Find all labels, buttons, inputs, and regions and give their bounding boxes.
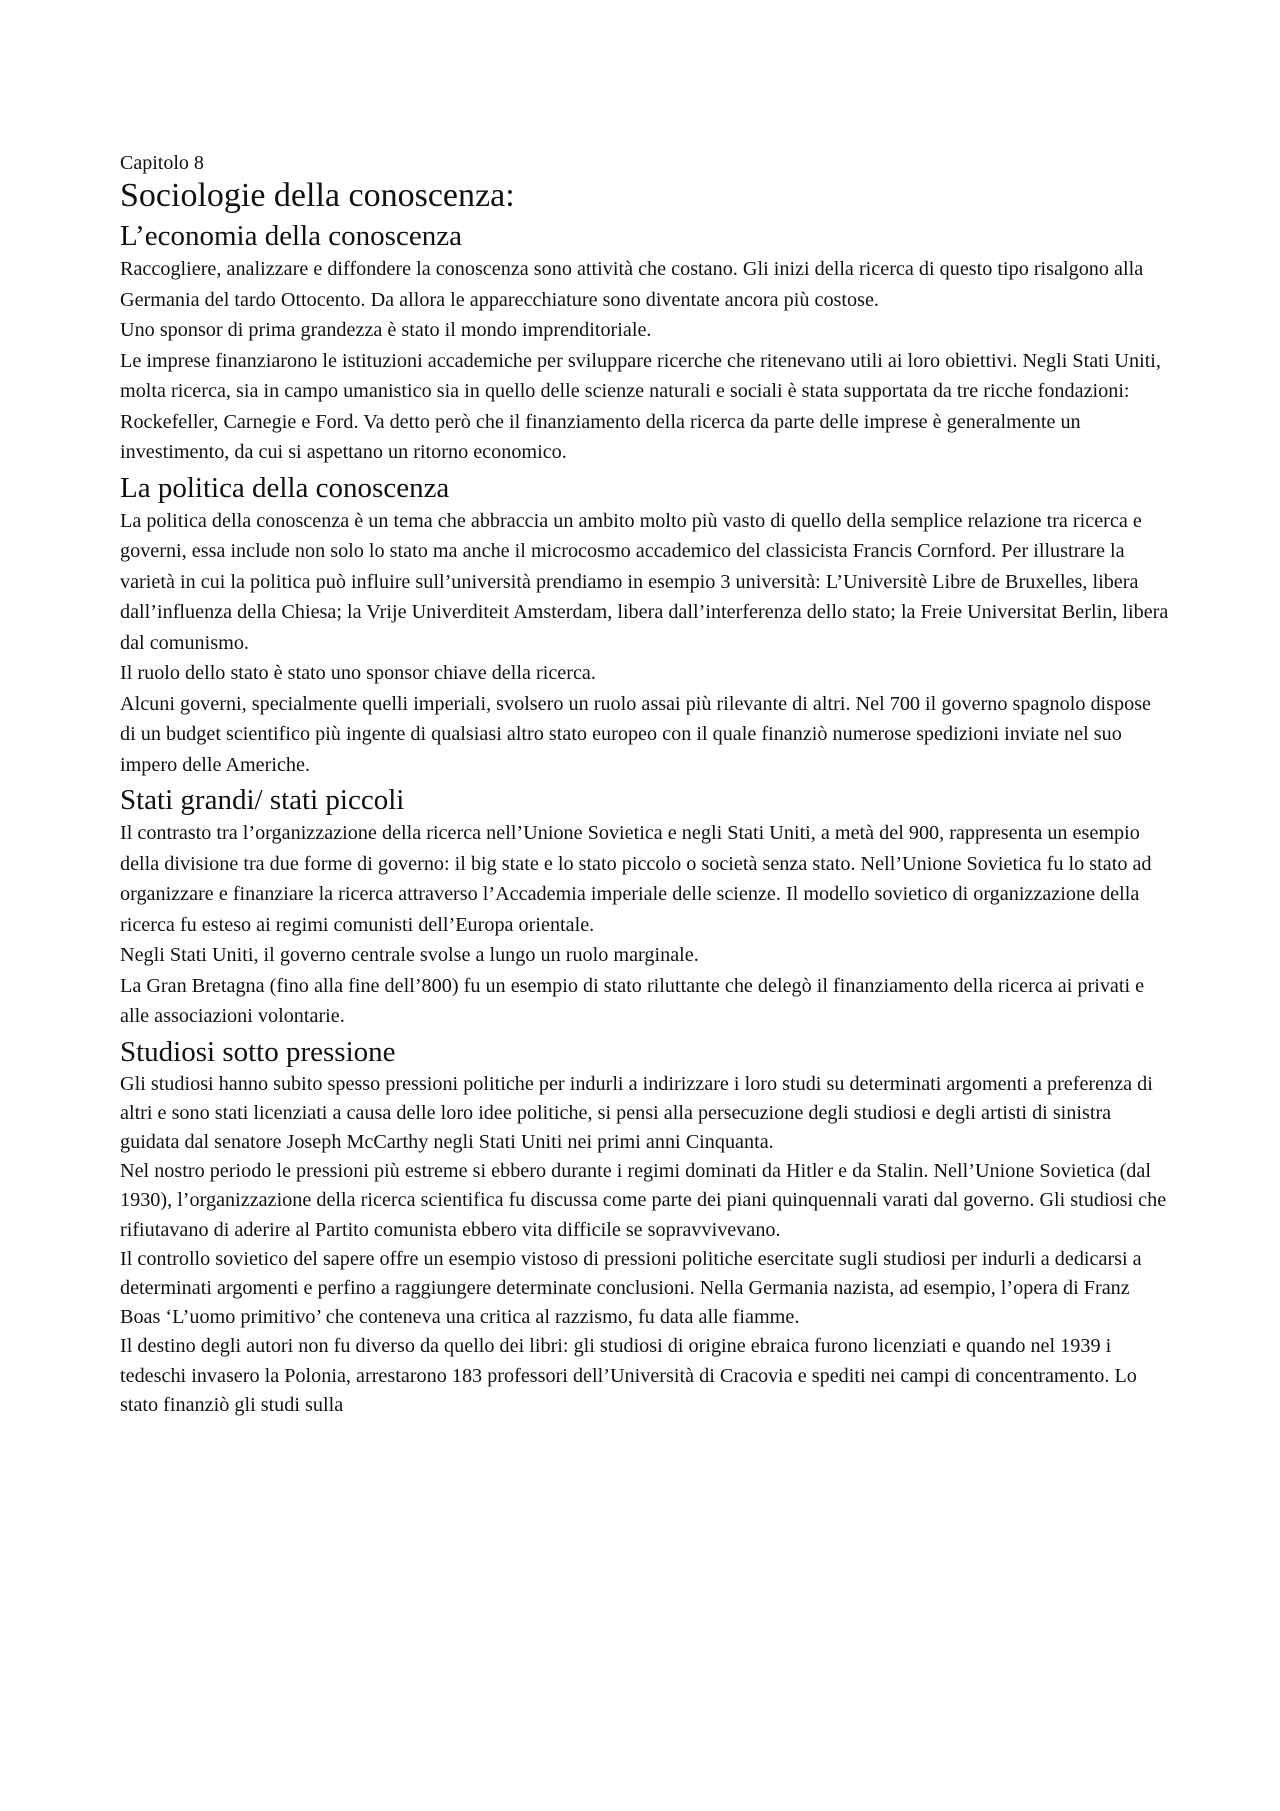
paragraph: Il contrasto tra l’organizzazione della ricerca nell’Unione Sovietica e negli Stati Uniti, a metà del 900, rappresenta un esempio della divisione tra due forme di governo: il big state e lo stato piccolo o società senza stato. Nell’Unione Sovietica fu lo stato ad organizzare e finanziare la ricerca attraverso l’Accademia imperiale delle scienze. Il modello sovietico di organizzazione della ricerca fu esteso ai regimi comunisti dell’Europa orientale.: [120, 822, 1152, 936]
paragraph: Nel nostro periodo le pressioni più estreme si ebbero durante i regimi dominati da Hitler e da Stalin. Nell’Unione Sovietica (dal 1930), l’organizzazione della ricerca scientifica fu discussa come parte dei piani quinquennali varati dal governo. Gli studiosi che rifiutavano di aderire al Partito comunista ebbero vita difficile se sopravvivevano.: [120, 1160, 1167, 1241]
paragraph: Le imprese finanziarono le istituzioni accademiche per sviluppare ricerche che ritenevano utili ai loro obiettivi. Negli Stati Uniti, molta ricerca, sia in campo umanistico sia in quello delle scienze naturali e sociali è stata supportata da tre ricche fondazioni: Rockefeller, Carnegie e Ford. Va detto però che il finanziamento della ricerca da parte delle imprese è generalmente un investimento, da cui si aspettano un ritorno economico.: [120, 349, 1161, 463]
section-heading-stati: Stati grandi/ stati piccoli: [120, 784, 405, 816]
document-title: Sociologie della conoscenza:: [120, 177, 515, 214]
paragraph: Il controllo sovietico del sapere offre un esempio vistoso di pressioni politiche esercitate sugli studiosi per indurli a dedicarsi a determinati argomenti e perfino a raggiungere determinate conclusioni. Nella Germania nazista, ad esempio, l’opera di Franz Boas ‘L’uomo primitivo’ che conteneva una critica al razzismo, fu data alle fiamme.: [120, 1247, 1142, 1329]
paragraph: Negli Stati Uniti, il governo centrale svolse a lungo un ruolo marginale.: [120, 944, 699, 966]
chapter-label: Capitolo 8: [120, 152, 204, 174]
paragraph: La Gran Bretagna (fino alla fine dell’800) fu un esempio di stato riluttante che delegò il finanziamento della ricerca ai privati e alle associazioni volontarie.: [120, 974, 1145, 1027]
paragraph: Uno sponsor di prima grandezza è stato il mondo imprenditoriale.: [120, 319, 652, 341]
paragraph: La politica della conoscenza è un tema che abbraccia un ambito molto più vasto di quello della semplice relazione tra ricerca e governi, essa include non solo lo stato ma anche il microcosmo accademico del classicista Francis Cornford. Per illustrare la varietà in cui la politica può influire sull’università prendiamo in esempio 3 università: L’Universitè Libre de Bruxelles, libera dall’influenza della Chiesa; la Vrije Univerditeit Amsterdam, libera dall’interferenza dello stato; la Freie Universitat Berlin, libera dal comunismo.: [120, 509, 1169, 654]
document-page: [120, 150, 1170, 1420]
paragraph: Alcuni governi, specialmente quelli imperiali, svolsero un ruolo assai più rilevante di altri. Nel 700 il governo spagnolo dispose di un budget scientifico più ingente di qualsiasi altro stato europeo con il quale finanziò numerose spedizioni inviate nel suo impero delle Americhe.: [120, 692, 1152, 776]
section-heading-economia: L’economia della conoscenza: [120, 220, 462, 252]
paragraph: Gli studiosi hanno subito spesso pressioni politiche per indurli a indirizzare i loro studi su determinati argomenti a preferenza di altri e sono stati licenziati a causa delle loro idee politiche, si pensi alla persecuzione degli studiosi e degli artisti di sinistra guidata dal senatore Joseph McCarthy negli Stati Uniti nei primi anni Cinquanta.: [120, 1072, 1153, 1153]
section-heading-studiosi: Studiosi sotto pressione: [120, 1035, 396, 1068]
paragraph: Il destino degli autori non fu diverso da quello dei libri: gli studiosi di origine ebraica furono licenziati e quando nel 1939 i tedeschi invasero la Polonia, arrestarono 183 professori dell’Università di Cracovia e spediti nei campi di concentramento. Lo stato finanziò gli studi sulla: [120, 1335, 1137, 1416]
paragraph: Raccogliere, analizzare e diffondere la conoscenza sono attività che costano. Gli inizi della ricerca di questo tipo risalgono alla Germania del tardo Ottocento. Da allora le apparecchiature sono diventate ancora più costose.: [120, 258, 1144, 311]
section-heading-politica: La politica della conoscenza: [120, 471, 450, 504]
paragraph: Il ruolo dello stato è stato uno sponsor chiave della ricerca.: [120, 662, 596, 684]
